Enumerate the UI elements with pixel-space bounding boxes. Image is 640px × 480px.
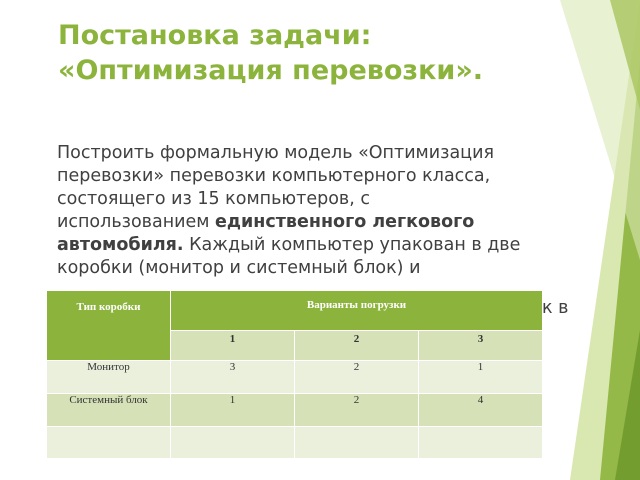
row-label-text: Монитор — [87, 361, 130, 373]
title-line-2: «Оптимизация перевозки». — [58, 55, 484, 86]
table-cell — [419, 361, 543, 394]
cell-value: 3 — [229, 361, 236, 373]
table-cell — [295, 361, 419, 394]
body-emphasis-1: единственного легкового — [215, 212, 475, 232]
slide-body — [57, 142, 602, 280]
variant-number-2 — [295, 331, 419, 361]
body-line-4-text: использованием — [57, 212, 216, 232]
table-row — [47, 427, 543, 459]
table-cell — [295, 394, 419, 427]
table-cell — [419, 394, 543, 427]
variant-3-label: 3 — [477, 333, 484, 345]
body-tail-text: к в — [542, 298, 569, 318]
body-line-5-text: Каждый компьютер упакован в две — [183, 235, 521, 255]
row-label — [47, 394, 171, 427]
body-line-5 — [57, 234, 602, 257]
header-variants-label: Варианты погрузки — [306, 299, 407, 311]
table-row — [47, 361, 543, 394]
table-cell — [171, 361, 295, 394]
body-line-4 — [57, 211, 602, 234]
variant-number-1 — [171, 331, 295, 361]
table-cell — [419, 427, 543, 459]
cell-value: 1 — [477, 361, 484, 373]
row-label-text: Системный блок — [69, 394, 148, 406]
variant-1-label: 1 — [229, 333, 236, 345]
table-cell — [171, 394, 295, 427]
table-cell — [171, 427, 295, 459]
cell-value: 1 — [229, 394, 236, 406]
variant-2-label: 2 — [353, 333, 360, 345]
row-label — [47, 361, 171, 394]
loading-table — [46, 290, 543, 459]
table-cell — [295, 427, 419, 459]
cell-value: 2 — [353, 361, 360, 373]
cell-value: 2 — [353, 394, 360, 406]
cell-value: 4 — [477, 394, 484, 406]
row-label — [47, 427, 171, 459]
title-line-1: Постановка задачи: — [58, 20, 372, 51]
header-variants — [171, 291, 543, 331]
body-emphasis-2: автомобиля. — [57, 235, 184, 255]
body-line-6: коробки (монитор и системный блок) и — [57, 258, 421, 278]
body-line-1: Построить формальную модель «Оптимизация — [57, 143, 494, 163]
slide-title — [58, 18, 528, 88]
body-line-3: состоящего из 15 компьютеров, с — [57, 189, 370, 209]
variant-number-3 — [419, 331, 543, 361]
table-row — [47, 394, 543, 427]
body-line-2: перевозки» перевозки компьютерного класса, — [57, 166, 491, 186]
header-box-type-label: Тип коробки — [76, 301, 141, 313]
header-box-type — [47, 291, 171, 361]
